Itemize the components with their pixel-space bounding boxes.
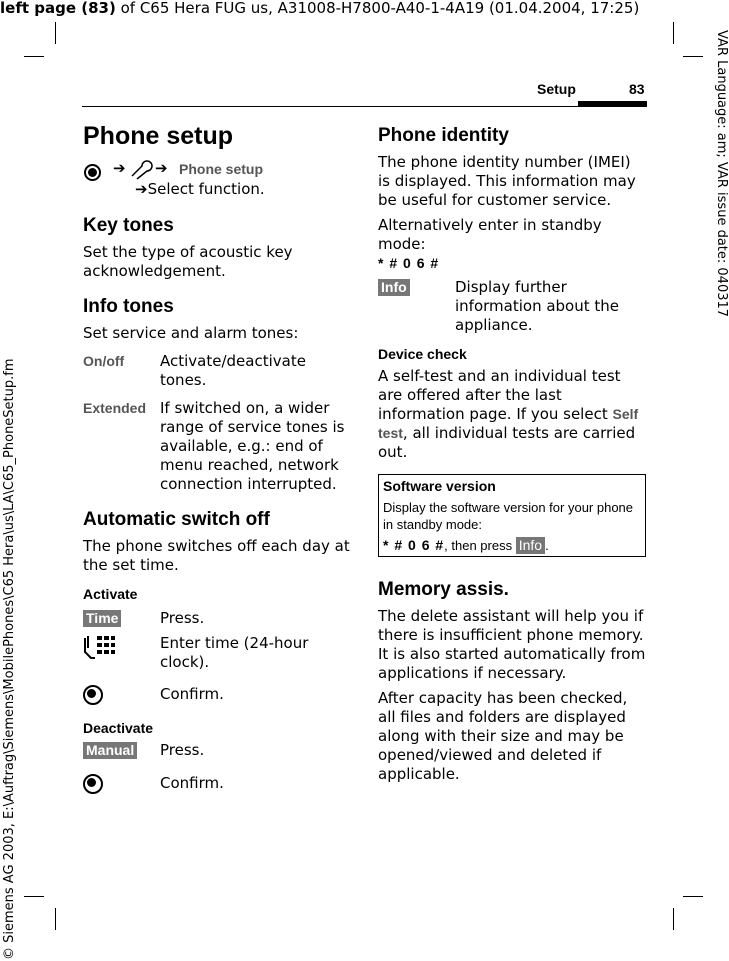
activate-heading: Activate [83, 586, 138, 602]
step-desc: Press. [160, 741, 205, 759]
memory-assis-heading: Memory assis. [378, 579, 509, 600]
softkey-info: Info [516, 537, 545, 554]
side-info-right: VAR Language: am; VAR issue date: 040317 [714, 30, 729, 318]
softkey-manual: Manual [83, 742, 137, 759]
definition-term: On/off [83, 353, 125, 369]
device-check-heading: Device check [378, 346, 467, 362]
page-title: Phone setup [83, 122, 234, 150]
step-row [83, 685, 351, 704]
navigation-key-icon [83, 685, 103, 705]
definition-desc: If switched on, a wider range of service tones is available, e.g.: end of menu reached, network connection interrupted. [160, 399, 345, 493]
softkey-info: Info [378, 279, 410, 296]
arrow-icon: ➔ [113, 159, 126, 177]
softkey-time: Time [83, 610, 121, 627]
crop-mark [673, 908, 674, 930]
imei-code: * # 0 6 # [378, 255, 440, 271]
software-code: * # 0 6 # [383, 537, 445, 553]
step-row [378, 278, 646, 335]
auto-off-heading: Automatic switch off [83, 509, 270, 530]
crop-mark [55, 908, 56, 930]
software-version-box [378, 474, 646, 557]
step-row [83, 741, 351, 760]
running-head-section: Setup [537, 81, 576, 97]
navigation-key-icon [83, 774, 103, 794]
step-row [83, 634, 351, 672]
step-desc: Press. [160, 609, 205, 627]
crop-mark [24, 896, 44, 897]
print-header-prefix: left page (83) [0, 0, 116, 17]
phone-identity-heading: Phone identity [378, 125, 509, 146]
arrow-icon: ➔ [155, 159, 168, 177]
memory-assis-text-2: After capacity has been checked, all files and folders are displayed along with their size and may be opened/viewed and deleted if applicable. [378, 689, 628, 783]
auto-off-text: The phone switches off each day at the set time. [83, 537, 350, 574]
software-version-code-line: * # 0 6 #, then press Info . [383, 537, 549, 553]
step-row [83, 774, 351, 793]
deactivate-heading: Deactivate [83, 720, 154, 736]
software-version-text: Display the software version for your phone in standby mode: [383, 500, 634, 532]
definition-desc: Activate/deactivate tones. [160, 352, 306, 389]
print-header [0, 0, 639, 17]
print-header-rest: of C65 Hera FUG us, A31008-H7800-A40-1-4A19 (01.04.2004, 17:25) [120, 0, 640, 17]
header-rule-accent [578, 101, 647, 106]
step-desc: Enter time (24-hour clock). [160, 634, 309, 671]
step-desc: Confirm. [160, 774, 224, 792]
definition-row [83, 352, 351, 390]
definition-row [83, 399, 351, 494]
step-desc: Confirm. [160, 685, 224, 703]
crop-mark [683, 56, 703, 57]
info-tones-text: Set service and alarm tones: [83, 324, 299, 342]
memory-assis-text: The delete assistant will help you if there is insufficient phone memory. It is also started automatically from applications if necessary. [378, 607, 646, 682]
device-check-text: A self-test and an individual test are offered after the last information page. If you select Self test, all individual tests are carried out. [378, 367, 639, 461]
standby-text: Alternatively enter in standby mode: [378, 216, 602, 253]
header-rule [82, 106, 647, 107]
wrench-icon [129, 160, 155, 180]
crop-mark [24, 56, 44, 57]
crop-mark [673, 22, 674, 44]
crop-mark [55, 22, 56, 44]
menu-path [83, 160, 351, 200]
step-row [83, 609, 351, 628]
keypad-icon [83, 634, 115, 662]
phone-identity-text: The phone identity number (IMEI) is displayed. This information may be useful for customer service. [378, 153, 636, 209]
navigation-key-icon [84, 164, 101, 181]
menu-phone-setup: Phone setup [179, 161, 264, 177]
step-desc: Display further information about the appliance. [455, 278, 620, 334]
menu-self-test: Self test [378, 406, 639, 441]
right-column [378, 124, 646, 784]
info-tones-heading: Info tones [83, 296, 174, 317]
crop-mark [683, 896, 703, 897]
key-tones-text: Set the type of acoustic key acknowledgement. [83, 243, 293, 280]
software-version-heading: Software version [383, 478, 496, 494]
side-info-left: © Siemens AG 2003, E:\Auftrag\Siemens\MobilePhones\C65 Hera\us\LA\C65_PhoneSetup.fm [2, 358, 17, 960]
left-column [83, 121, 351, 793]
select-function-text: ➔Select function. [135, 180, 265, 198]
page-number: 83 [629, 81, 645, 97]
definition-term: Extended [83, 400, 147, 416]
key-tones-heading: Key tones [83, 215, 174, 236]
